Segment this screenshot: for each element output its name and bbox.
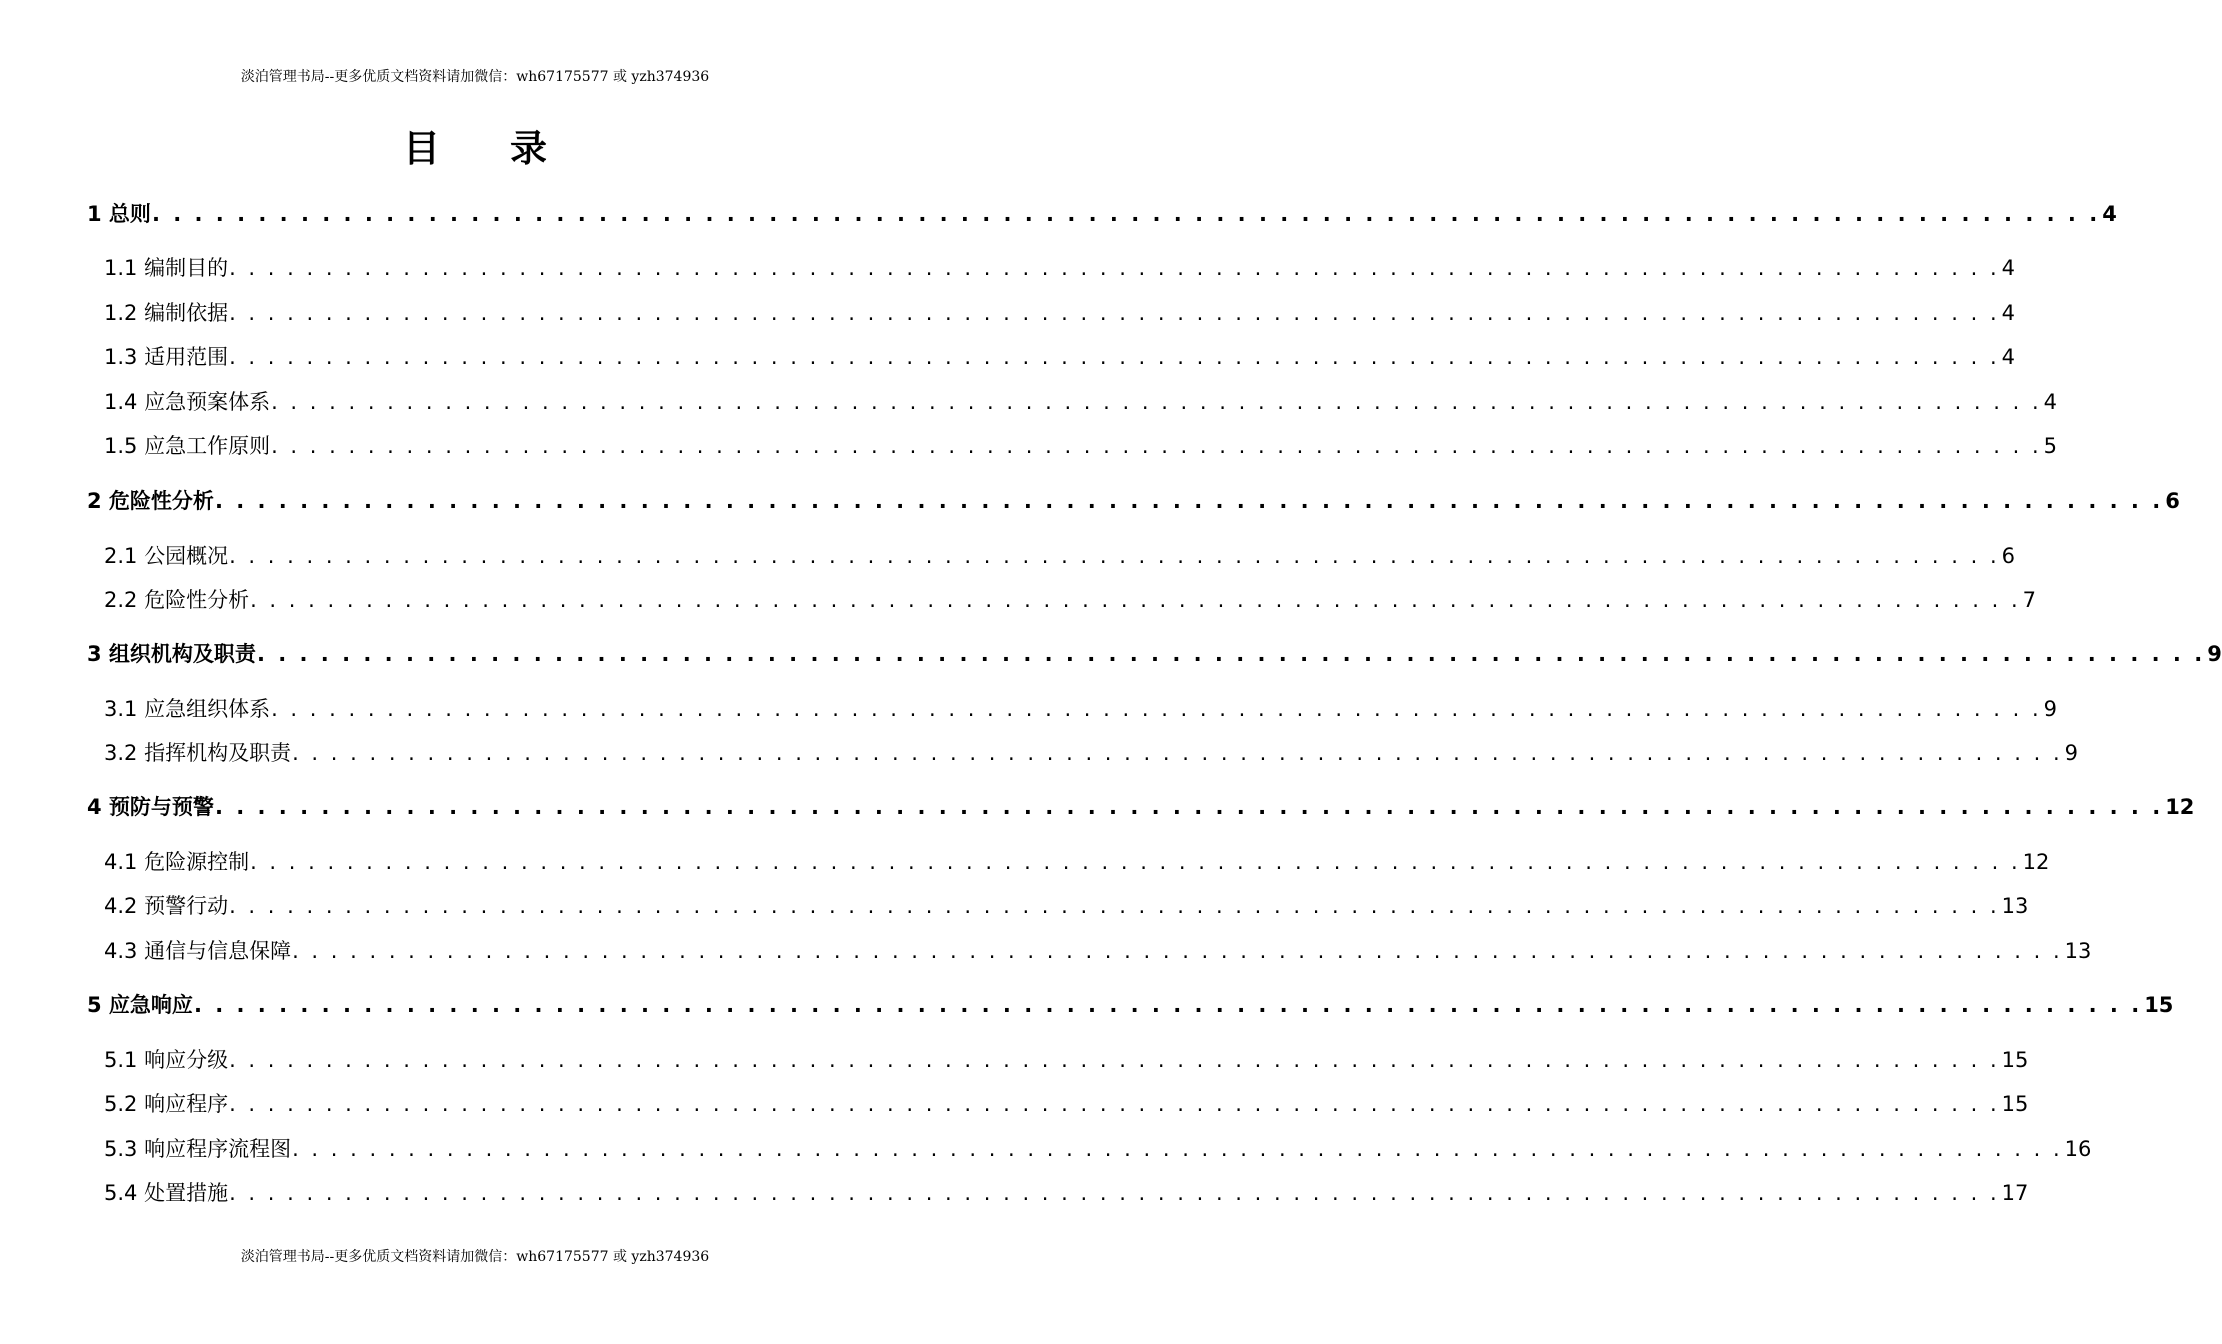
toc-entry-page-number: 9 bbox=[2207, 642, 2222, 666]
toc-entry-page-number: 6 bbox=[2165, 489, 2180, 513]
page-footer: 淡泊管理书局--更多优质文档资料请加微信：wh67175577 或 yzh374936 bbox=[240, 1249, 710, 1265]
toc-entry-label: 4.1 危险源控制 bbox=[104, 850, 250, 874]
toc-entry-page-number: 4 bbox=[2001, 256, 2016, 280]
toc-dot-leader: . . . . . . . . . . . . . . . . . . . . . . . . . . . . . . . . . . . . . . . . . . . . . . . . . . . . . . . . . . . . . . . . . . . . . . . . . . . . . . . . . . . . . . . . . . . . bbox=[256, 642, 2206, 666]
toc-section-entry[interactable] bbox=[104, 889, 2029, 923]
toc-entry-label: 3.2 指挥机构及职责 bbox=[104, 741, 292, 765]
toc-dot-leader: . . . . . . . . . . . . . . . . . . . . . . . . . . . . . . . . . . . . . . . . . . . . . . . . . . . . . . . . . . . . . . . . . . . . . . . . . . . . . . . . . . . . . . . . . . . . bbox=[151, 202, 2101, 226]
toc-chapter-entry[interactable] bbox=[87, 637, 2222, 671]
toc-entry-label: 5.2 响应程序 bbox=[104, 1092, 229, 1116]
toc-entry-page-number: 16 bbox=[2064, 1137, 2092, 1161]
toc-entry-label: 5.4 处置措施 bbox=[104, 1181, 229, 1205]
toc-section-entry[interactable] bbox=[104, 296, 2016, 330]
toc-dot-leader: . . . . . . . . . . . . . . . . . . . . . . . . . . . . . . . . . . . . . . . . . . . . . . . . . . . . . . . . . . . . . . . . . . . . . . . . . . . . . . . . . . . . . . . . . . . . bbox=[229, 1048, 2000, 1072]
toc-section-entry[interactable] bbox=[104, 1176, 2029, 1210]
toc-entry-page-number: 12 bbox=[2022, 850, 2050, 874]
toc-dot-leader: . . . . . . . . . . . . . . . . . . . . . . . . . . . . . . . . . . . . . . . . . . . . . . . . . . . . . . . . . . . . . . . . . . . . . . . . . . . . . . . . . . . . . . . . . . . . bbox=[271, 390, 2042, 414]
toc-entry-page-number: 4 bbox=[2001, 345, 2016, 369]
toc-dot-leader: . . . . . . . . . . . . . . . . . . . . . . . . . . . . . . . . . . . . . . . . . . . . . . . . . . . . . . . . . . . . . . . . . . . . . . . . . . . . . . . . . . . . . . . . . . . . bbox=[250, 850, 2021, 874]
toc-chapter-entry[interactable] bbox=[87, 197, 2117, 231]
toc-entry-label: 5.1 响应分级 bbox=[104, 1048, 229, 1072]
toc-entry-label: 1.4 应急预案体系 bbox=[104, 390, 271, 414]
toc-entry-page-number: 9 bbox=[2064, 741, 2079, 765]
toc-section-entry[interactable] bbox=[104, 1087, 2029, 1121]
toc-entry-label: 2 危险性分析 bbox=[87, 489, 214, 513]
toc-entry-label: 4.3 通信与信息保障 bbox=[104, 939, 292, 963]
toc-dot-leader: . . . . . . . . . . . . . . . . . . . . . . . . . . . . . . . . . . . . . . . . . . . . . . . . . . . . . . . . . . . . . . . . . . . . . . . . . . . . . . . . . . . . . . . . . . . . bbox=[292, 741, 2063, 765]
toc-entry-page-number: 9 bbox=[2043, 697, 2058, 721]
toc-section-entry[interactable] bbox=[104, 251, 2016, 285]
toc-dot-leader: . . . . . . . . . . . . . . . . . . . . . . . . . . . . . . . . . . . . . . . . . . . . . . . . . . . . . . . . . . . . . . . . . . . . . . . . . . . . . . . . . . . . . . . . . . . . bbox=[229, 345, 2000, 369]
toc-entry-label: 1.1 编制目的 bbox=[104, 256, 229, 280]
toc-dot-leader: . . . . . . . . . . . . . . . . . . . . . . . . . . . . . . . . . . . . . . . . . . . . . . . . . . . . . . . . . . . . . . . . . . . . . . . . . . . . . . . . . . . . . . . . . . . . bbox=[229, 894, 2000, 918]
page-header: 淡泊管理书局--更多优质文档资料请加微信：wh67175577 或 yzh374936 bbox=[240, 69, 710, 85]
toc-section-entry[interactable] bbox=[104, 340, 2016, 374]
toc-dot-leader: . . . . . . . . . . . . . . . . . . . . . . . . . . . . . . . . . . . . . . . . . . . . . . . . . . . . . . . . . . . . . . . . . . . . . . . . . . . . . . . . . . . . . . . . . . . . bbox=[229, 256, 2000, 280]
toc-entry-label: 1.5 应急工作原则 bbox=[104, 434, 271, 458]
toc-section-entry[interactable] bbox=[104, 1043, 2029, 1077]
toc-dot-leader: . . . . . . . . . . . . . . . . . . . . . . . . . . . . . . . . . . . . . . . . . . . . . . . . . . . . . . . . . . . . . . . . . . . . . . . . . . . . . . . . . . . . . . . . . . . . bbox=[250, 588, 2021, 612]
toc-section-entry[interactable] bbox=[104, 539, 2016, 573]
toc-entry-label: 3 组织机构及职责 bbox=[87, 642, 256, 666]
toc-entry-page-number: 15 bbox=[2001, 1048, 2029, 1072]
toc-entry-label: 2.1 公园概况 bbox=[104, 544, 229, 568]
toc-entry-label: 2.2 危险性分析 bbox=[104, 588, 250, 612]
toc-entry-label: 5.3 响应程序流程图 bbox=[104, 1137, 292, 1161]
toc-entry-page-number: 15 bbox=[2144, 993, 2174, 1017]
toc-section-entry[interactable] bbox=[104, 1132, 2092, 1166]
toc-entry-page-number: 6 bbox=[2001, 544, 2016, 568]
toc-dot-leader: . . . . . . . . . . . . . . . . . . . . . . . . . . . . . . . . . . . . . . . . . . . . . . . . . . . . . . . . . . . . . . . . . . . . . . . . . . . . . . . . . . . . . . . . . . . . bbox=[229, 1181, 2000, 1205]
toc-dot-leader: . . . . . . . . . . . . . . . . . . . . . . . . . . . . . . . . . . . . . . . . . . . . . . . . . . . . . . . . . . . . . . . . . . . . . . . . . . . . . . . . . . . . . . . . . . . . bbox=[229, 1092, 2000, 1116]
toc-entry-page-number: 7 bbox=[2022, 588, 2037, 612]
toc-entry-page-number: 4 bbox=[2043, 390, 2058, 414]
toc-entry-page-number: 15 bbox=[2001, 1092, 2029, 1116]
toc-chapter-entry[interactable] bbox=[87, 790, 2195, 824]
toc-dot-leader: . . . . . . . . . . . . . . . . . . . . . . . . . . . . . . . . . . . . . . . . . . . . . . . . . . . . . . . . . . . . . . . . . . . . . . . . . . . . . . . . . . . . . . . . . . . . bbox=[292, 939, 2063, 963]
toc-section-entry[interactable] bbox=[104, 583, 2037, 617]
toc-entry-page-number: 4 bbox=[2102, 202, 2117, 226]
toc-dot-leader: . . . . . . . . . . . . . . . . . . . . . . . . . . . . . . . . . . . . . . . . . . . . . . . . . . . . . . . . . . . . . . . . . . . . . . . . . . . . . . . . . . . . . . . . . . . . bbox=[214, 795, 2164, 819]
toc-dot-leader: . . . . . . . . . . . . . . . . . . . . . . . . . . . . . . . . . . . . . . . . . . . . . . . . . . . . . . . . . . . . . . . . . . . . . . . . . . . . . . . . . . . . . . . . . . . . bbox=[292, 1137, 2063, 1161]
toc-entry-page-number: 13 bbox=[2064, 939, 2092, 963]
toc-section-entry[interactable] bbox=[104, 385, 2058, 419]
toc-section-entry[interactable] bbox=[104, 692, 2058, 726]
toc-dot-leader: . . . . . . . . . . . . . . . . . . . . . . . . . . . . . . . . . . . . . . . . . . . . . . . . . . . . . . . . . . . . . . . . . . . . . . . . . . . . . . . . . . . . . . . . . . . . bbox=[193, 993, 2143, 1017]
toc-dot-leader: . . . . . . . . . . . . . . . . . . . . . . . . . . . . . . . . . . . . . . . . . . . . . . . . . . . . . . . . . . . . . . . . . . . . . . . . . . . . . . . . . . . . . . . . . . . . bbox=[229, 301, 2000, 325]
toc-entry-page-number: 12 bbox=[2165, 795, 2195, 819]
toc-title: 目录 bbox=[403, 127, 617, 170]
toc-section-entry[interactable] bbox=[104, 736, 2079, 770]
toc-entry-label: 1.3 适用范围 bbox=[104, 345, 229, 369]
toc-entry-label: 1.2 编制依据 bbox=[104, 301, 229, 325]
toc-section-entry[interactable] bbox=[104, 429, 2058, 463]
toc-dot-leader: . . . . . . . . . . . . . . . . . . . . . . . . . . . . . . . . . . . . . . . . . . . . . . . . . . . . . . . . . . . . . . . . . . . . . . . . . . . . . . . . . . . . . . . . . . . . bbox=[214, 489, 2164, 513]
toc-entry-label: 4.2 预警行动 bbox=[104, 894, 229, 918]
toc-entry-label: 4 预防与预警 bbox=[87, 795, 214, 819]
toc-dot-leader: . . . . . . . . . . . . . . . . . . . . . . . . . . . . . . . . . . . . . . . . . . . . . . . . . . . . . . . . . . . . . . . . . . . . . . . . . . . . . . . . . . . . . . . . . . . . bbox=[271, 697, 2042, 721]
toc-entry-label: 5 应急响应 bbox=[87, 993, 193, 1017]
toc-entry-page-number: 5 bbox=[2043, 434, 2058, 458]
toc-entry-page-number: 13 bbox=[2001, 894, 2029, 918]
toc-dot-leader: . . . . . . . . . . . . . . . . . . . . . . . . . . . . . . . . . . . . . . . . . . . . . . . . . . . . . . . . . . . . . . . . . . . . . . . . . . . . . . . . . . . . . . . . . . . . bbox=[229, 544, 2000, 568]
toc-entry-page-number: 4 bbox=[2001, 301, 2016, 325]
toc-entry-label: 3.1 应急组织体系 bbox=[104, 697, 271, 721]
toc-chapter-entry[interactable] bbox=[87, 484, 2180, 518]
toc-entry-label: 1 总则 bbox=[87, 202, 151, 226]
toc-dot-leader: . . . . . . . . . . . . . . . . . . . . . . . . . . . . . . . . . . . . . . . . . . . . . . . . . . . . . . . . . . . . . . . . . . . . . . . . . . . . . . . . . . . . . . . . . . . . bbox=[271, 434, 2042, 458]
toc-section-entry[interactable] bbox=[104, 845, 2050, 879]
toc-section-entry[interactable] bbox=[104, 934, 2092, 968]
toc-chapter-entry[interactable] bbox=[87, 988, 2174, 1022]
toc-entry-page-number: 17 bbox=[2001, 1181, 2029, 1205]
